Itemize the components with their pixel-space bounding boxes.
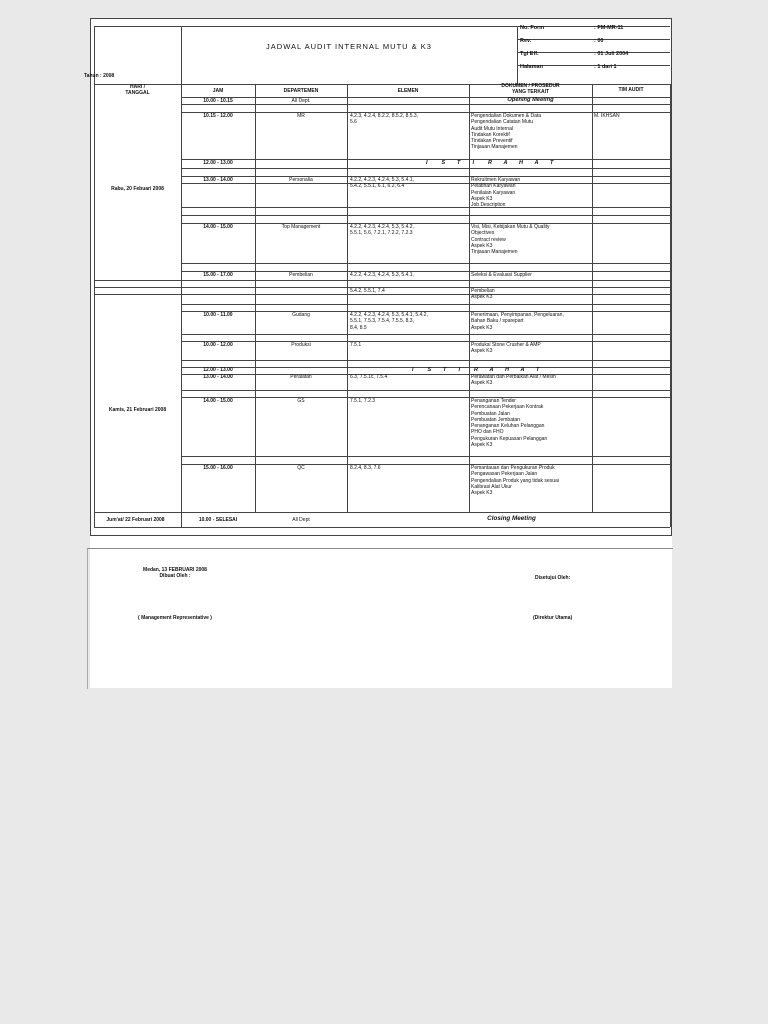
- document-cell: Rekruitmen Karyawan Pelatihan Karyawan Penilaian Karyawan Aspek K3 Job Description: [471, 177, 521, 209]
- department-cell: MR: [297, 113, 305, 119]
- page-label: Halaman: [520, 64, 543, 70]
- form-number-value: : FM-MR-11: [594, 25, 624, 31]
- page-value: : 1 dari 1: [594, 64, 617, 70]
- closing-meeting-label: Closing Meeting: [487, 515, 536, 522]
- management-representative-label: ( Management Representative ): [138, 615, 212, 621]
- department-cell: Produksi: [291, 342, 311, 348]
- department-cell: Top Management: [281, 224, 321, 230]
- day-label-thursday: Kamis, 21 Februari 2008: [108, 407, 167, 413]
- time-cell: 10.00 - 12.00: [203, 342, 233, 348]
- time-cell: 13.00 - 14.00: [203, 374, 233, 380]
- department-cell: Personalia: [289, 177, 313, 183]
- time-cell: 10.15 - 12.00: [203, 113, 233, 119]
- day-label-friday: Jum'at/ 22 Februari 2008: [106, 517, 165, 523]
- opening-meeting-label: Opening Meeting: [507, 97, 554, 103]
- department-cell: All Dept: [292, 517, 310, 523]
- element-cell: 5.4.2, 5.5.1, 7.4: [350, 288, 385, 294]
- element-cell: 7.5.1: [350, 342, 362, 348]
- department-cell: Peralatan: [290, 374, 312, 380]
- document-cell: Perawatan dan Perbaikan Alat / Mesin Aspek K3: [471, 374, 556, 387]
- time-cell: 12.00 - 13.00: [203, 367, 233, 373]
- audit-team-cell: M. IKHSAN: [594, 113, 620, 119]
- day-label-wednesday: Rabu, 20 Febuari 2008: [111, 186, 164, 192]
- department-cell: QC: [297, 465, 305, 471]
- document-cell: Pemantauan dan Pengukuran Produk Pengawasan Pekerjaan Jalan Pengendalian Produk yang tidak sesuai Kalibrasi Alat Ukur Aspek K3: [471, 465, 559, 497]
- col-header-element: ELEMEN: [397, 88, 419, 94]
- time-cell: 13.00 - 14.00: [203, 177, 233, 183]
- document-cell: Visi, Misi, Kebijakan Mutu & Quality Objectives Contract review Aspek K3 Tinjauan Manajemen: [471, 224, 550, 256]
- time-cell: 15.00 - 17.00: [203, 272, 233, 278]
- document-cell: Seleksi & Evaluasi Supplier: [471, 272, 532, 278]
- element-cell: 6.3, 7.5.1c, 7.5.4: [350, 374, 388, 380]
- revision-value: : 00: [594, 38, 604, 44]
- element-cell: 4.2.3, 4.2.4, 8.2.2, 8.5.2, 8.5.3, 5.6: [350, 113, 419, 126]
- time-cell: 10.00 - 11.00: [203, 312, 233, 318]
- element-cell: 4.2.2, 4.2.3, 4.2.4, 5.3, 5.4.1,: [350, 272, 414, 278]
- time-cell: 14.00 - 15.00: [203, 398, 233, 404]
- department-cell: Pembelian: [289, 272, 313, 278]
- page-title: JADWAL AUDIT INTERNAL MUTU & K3: [266, 42, 432, 51]
- time-cell: 12.00 - 13.00: [203, 160, 233, 166]
- element-cell: 4.2.2, 4.2.3, 4.2.4, 5.3, 5.4.2, 5.5.1, 5.6, 7.2.1, 7.2.2, 7.2.3: [350, 224, 414, 237]
- col-header-day: HARI / TANGGAL: [125, 84, 150, 97]
- document-cell: Pengendalian Dokumen & Data Pengendalian Catatan Mutu Audit Mutu Internal Tindakan Korektif Tindakan Preventif Tinjauan Manajemen: [471, 113, 542, 151]
- element-cell: 7.5.1, 7.2.3: [350, 398, 376, 404]
- col-header-department: DEPARTEMEN: [283, 88, 319, 94]
- col-header-document: DOKUMEN / PROSEDUR YANG TERKAIT: [501, 83, 560, 96]
- form-number-label: No. Form: [520, 25, 545, 31]
- time-cell: 14.00 - 15.00: [203, 224, 233, 230]
- time-cell: 10.00 - 10.15: [203, 98, 233, 104]
- year-label: Tahun : 2008: [84, 73, 115, 79]
- document-cell: Pembelian Aspek K3: [471, 288, 495, 301]
- director-label: (Direktur Utama): [533, 615, 573, 621]
- effective-date-label: Tgl Eff.: [520, 51, 539, 57]
- time-cell: 15.00 - 16.00: [203, 465, 233, 471]
- made-by-label: Dibuat Oleh :: [159, 573, 191, 579]
- element-cell: 8.2.4, 8.3, 7.6: [350, 465, 381, 471]
- break-label: I S T I R A H A T: [412, 367, 540, 373]
- revision-label: Rev.: [520, 38, 532, 44]
- approved-by-label: Disetujui Oleh:: [535, 575, 571, 581]
- effective-date-value: : 01 Juli 2004: [594, 51, 629, 57]
- element-cell: 4.2.2, 4.2.3, 4.2.4, 5.3, 5.4.1, 5.4.2, 5.5.1, 6.1, 6.2, 6.4: [350, 177, 414, 190]
- break-label: I S T I R A H A T: [426, 160, 554, 166]
- place-date: Medan, 13 FEBRUARI 2008: [143, 567, 207, 573]
- department-cell: Gudang: [292, 312, 310, 318]
- department-cell: GS: [297, 398, 305, 404]
- document-cell: Penanganan Tender Perencanaan Pekerjaan Kontrak Pembuatan Jalan Pembuatan Jembatan Penanganan Keluhan Pelanggan PHO dan FHO Pengukuran Kepuasan Pelanggan Aspek K3: [471, 398, 548, 449]
- schedule-sheet: [84, 18, 672, 688]
- document-cell: Produksi Stone Crusher & AMP Aspek K3: [471, 342, 541, 355]
- document-cell: Penerimaan, Penyimpanan, Pengeluaran, Bahan Baku / sparepart Aspek K3: [471, 312, 564, 331]
- department-cell: All Dept.: [291, 98, 311, 104]
- col-header-audit-team: TIM AUDIT: [618, 87, 644, 93]
- time-cell: 10.00 - SELESAI: [198, 517, 238, 523]
- element-cell: 4.2.2, 4.2.3, 4.2.4, 5.3, 5.4.1, 5.4.2, 5.5.1, 7.5.3, 7.5.4, 7.5.5, 8.3, 8.4, 8.5: [350, 312, 428, 331]
- col-header-time: JAM: [212, 88, 224, 94]
